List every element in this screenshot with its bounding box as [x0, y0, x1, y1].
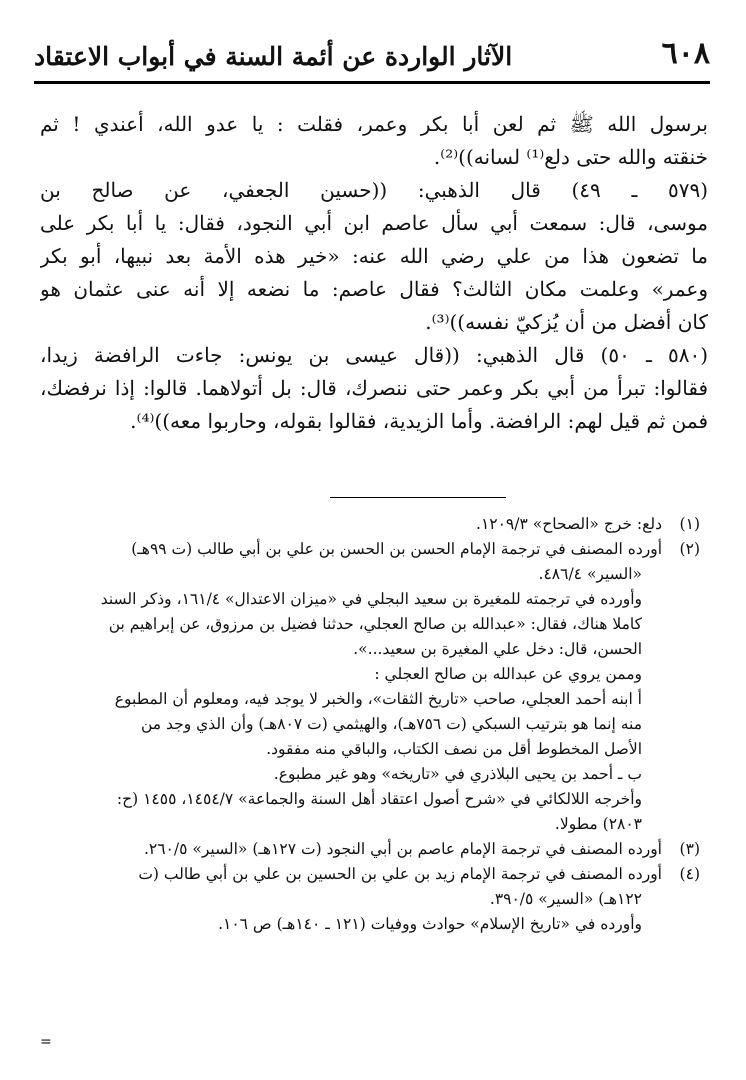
footnotes — [40, 512, 700, 937]
footnote-line: الأصل المخطوط أقل من نصف الكتاب، والباقي منه مفقود. — [266, 740, 642, 758]
text-line: فقالوا: تبرأ من أبي بكر وعمر حتى ننصرك، قال: بل أتولاهما. قالوا: إذا نرفضك، — [40, 376, 708, 400]
footnote-line: أ ابنه أحمد العجلي، صاحب «تاريخ الثقات»، والخبر لا يوجد فيه، ومعلوم أن المطبوع — [114, 690, 642, 708]
footnote-line: وأورده في «تاريخ الإسلام» حوادث ووفيات (١٢١ ـ ١٤٠هـ) ص ١٠٦. — [218, 915, 642, 933]
footnote-3: (٣)أورده المصنف في ترجمة الإمام عاصم بن أبي النجود (ت ١٢٧هـ) «السير» ٢٦٠/٥. — [40, 837, 700, 862]
footnote-line: ١٢٢هـ) «السير» ٣٩٠/٥. — [489, 890, 642, 908]
main-text — [40, 108, 708, 438]
footnote-2: (٢)أورده المصنف في ترجمة الإمام الحسن بن الحسن بن علي بن أبي طالب (ت ٩٩هـ) — [40, 537, 700, 562]
header-rule — [34, 81, 710, 84]
text-line: كان أفضل من أن يُزكيّ نفسه))⁽³⁾. — [425, 310, 708, 334]
footnote-line: وأخرجه اللالكائي في «شرح أصول اعتقاد أهل السنة والجماعة» ١٤٥٤/٧، ١٤٥٥ (ح: — [116, 790, 642, 808]
footnote-number: (٤) — [679, 865, 700, 883]
page-number: ٦٠٨ — [661, 36, 710, 71]
text-line: برسول الله ﷺ ثم لعن أبا بكر وعمر، فقلت : يا عدو الله، أعندي ! ثم — [40, 112, 708, 136]
footnote-line: «السير» ٤٨٦/٤. — [538, 565, 642, 583]
text-line: ما تضعون هذا من علي رضي الله عنه: «خير هذه الأمة بعد نبيها، أبو بكر — [40, 244, 708, 268]
text-line: موسى، قال: سمعت أبي سأل عاصم ابن أبي النجود، فقال: يا أبا بكر على — [40, 211, 708, 235]
footnote-line: ب ـ أحمد بن يحيى البلاذري في «تاريخه» وهو غير مطبوع. — [273, 765, 642, 783]
text-line: خنقته والله حتى دلع⁽¹⁾ لسانه))⁽²⁾. — [433, 145, 708, 169]
athar-579-line: (٥٧٩ ـ ٤٩) قال الذهبي: ((حسين الجعفي، عن صالح بن — [40, 178, 708, 202]
footnote-line: كاملا هناك، فقال: «عبدالله بن صالح العجلي، حدثنا فضيل بن مرزوق، عن إبراهيم بن — [108, 615, 642, 633]
footnote-line: منه إنما هو بترتيب السبكي (ت ٧٥٦هـ)، والهيثمي (ت ٨٠٧هـ) وأن الذي وجد من — [140, 715, 642, 733]
footnote-separator — [330, 497, 506, 498]
footnote-line: وأورده في ترجمته للمغيرة بن سعيد البجلي في «ميزان الاعتدال» ١٦١/٤، وذكر السند — [100, 590, 642, 608]
footnote-number: (١) — [679, 515, 700, 533]
footnote-line: ٢٨٠٣) مطولا. — [554, 815, 642, 833]
text-line: وعمر» وعلمت مكان الثالث؟ فقال عاصم: ما نضعه إلا أنه عنى عثمان هو — [40, 277, 708, 301]
footnote-1: (١)دلع: خرج «الصحاح» ١٢٠٩/٣. — [40, 512, 700, 537]
athar-580-line: (٥٨٠ ـ ٥٠) قال الذهبي: ((قال عيسى بن يونس: جاءت الرافضة زيدا، — [40, 343, 708, 367]
footnote-line: وممن يروي عن عبدالله بن صالح العجلي : — [374, 665, 642, 683]
text-line: فمن ثم قيل لهم: الرافضة. وأما الزيدية، فقالوا بقوله، وحاربوا معه))⁽⁴⁾. — [130, 409, 708, 433]
continuation-mark: = — [40, 1034, 52, 1050]
footnote-4: (٤)أورده المصنف في ترجمة الإمام زيد بن علي بن الحسين بن علي بن أبي طالب (ت — [40, 862, 700, 887]
footnote-number: (٣) — [679, 840, 700, 858]
page-header — [34, 26, 710, 84]
footnote-number: (٢) — [679, 540, 700, 558]
running-title: الآثار الواردة عن أئمة السنة في أبواب الاعتقاد — [34, 42, 513, 71]
footnote-line: الحسن، قال: دخل علي المغيرة بن سعيد...». — [353, 640, 642, 658]
